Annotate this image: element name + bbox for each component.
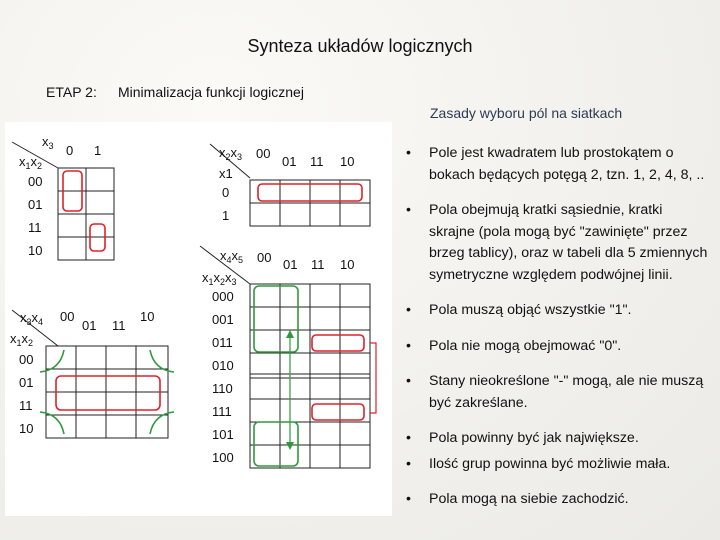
kmap-5-variable <box>200 246 376 468</box>
kmap5-row-label: 011 <box>212 335 233 350</box>
kmap5-arrow-head-down <box>286 442 294 450</box>
kmap2-col-label: 01 <box>282 154 297 169</box>
kmap4-col-label: 10 <box>140 309 155 324</box>
kmap5-symmetry-bracket <box>370 343 376 413</box>
kmap4-col-variable: $x_3x_4$ <box>20 310 44 327</box>
kmap4-row-label: 11 <box>19 398 33 413</box>
kmap2-col-label: 10 <box>340 154 355 169</box>
kmap4-row-variable: $x_1x_2$ <box>10 331 34 348</box>
kmap4-grid <box>46 346 168 438</box>
kmap4-col-label: 11 <box>112 318 126 333</box>
kmap5-group-red-top <box>312 335 364 351</box>
kmap4-col-label: 01 <box>82 318 97 333</box>
rule-item: • Pole jest kwadratem lub prostokątem o bokach będących potęgą 2, tzn. 1, 2, 4, 8, .. <box>404 143 709 186</box>
kmap5-row-variable: $x_1x_2x_3$ <box>202 270 237 287</box>
kmap3-row-label: 01 <box>28 197 43 212</box>
kmap4-row-label: 00 <box>19 352 34 367</box>
kmap2-col-variable: $x_2x_3$ <box>219 145 243 162</box>
kmap3-row-label: 00 <box>28 174 43 189</box>
kmap4-group <box>56 376 160 410</box>
rule-item: • Ilość grup powinna być możliwie mała. <box>404 454 709 476</box>
kmap-3-variable-wide <box>210 144 370 226</box>
kmap5-row-label: 101 <box>212 427 234 442</box>
kmap5-col-label: 10 <box>340 257 355 272</box>
kmap5-row-label: 000 <box>212 289 234 304</box>
kmap2-col-label: 00 <box>256 146 271 161</box>
etap-label: ETAP 2: <box>46 84 97 100</box>
kmap-4-variable <box>10 309 174 438</box>
rule-item: • Stany nieokreślone "-" mogą, ale nie muszą być zakreślane. <box>404 371 709 414</box>
kmap2-row-label: 0 <box>222 185 230 200</box>
rules-list <box>404 143 709 515</box>
kmap5-group-red-bottom <box>312 404 364 420</box>
rule-item: • Pola obejmują kratki sąsiednie, kratki skrajne (pola mogą być "zawinięte" przez brzeg tablicy), oraz w tabeli dla 5 zmiennych symetryczne względem podwójnej linii. <box>404 200 709 286</box>
kmap5-grid <box>250 284 370 468</box>
kmap3-col-variable: $x_3$ <box>42 134 54 151</box>
kmap5-col-label: 01 <box>283 257 298 272</box>
kmap5-arrow-head-up <box>286 330 294 338</box>
kmap2-col-label: 11 <box>310 154 324 169</box>
kmap5-col-variable: $x_4x_5$ <box>220 248 244 265</box>
kmap4-row-label: 01 <box>19 375 34 390</box>
rule-item: • Pola mogą na siebie zachodzić. <box>404 489 709 511</box>
kmap3-row-label: 10 <box>28 243 43 258</box>
kmap3-row-variable: $x_1x_2$ <box>19 154 43 171</box>
slide-title: Synteza układów logicznych <box>247 36 473 56</box>
rule-item: • Pola powinny być jak największe. <box>404 428 709 450</box>
kmap5-row-label: 111 <box>212 404 232 419</box>
kmap5-row-label: 001 <box>212 312 234 327</box>
rules-heading: Zasady wyboru pól na siatkach <box>430 105 623 121</box>
kmap3-col-label: 0 <box>66 143 74 158</box>
kmap2-row-variable: x1 <box>219 166 233 181</box>
kmap5-row-label: 100 <box>212 450 234 465</box>
kmap3-row-label: 11 <box>28 220 42 235</box>
kmap5-col-label: 00 <box>257 250 272 265</box>
kmap5-row-label: 010 <box>212 358 234 373</box>
etap-description: Minimalizacja funkcji logicznej <box>118 84 304 100</box>
kmap2-grid <box>250 180 370 226</box>
kmap5-col-label: 11 <box>311 257 325 272</box>
kmap2-row-label: 1 <box>222 208 230 223</box>
kmap5-group-green-top <box>254 286 298 352</box>
kmap4-row-label: 10 <box>19 421 34 436</box>
rule-item: • Pola nie mogą obejmować "0". <box>404 336 709 358</box>
kmap5-row-label: 110 <box>212 381 233 396</box>
kmap4-col-label: 00 <box>60 309 75 324</box>
kmap3-col-label: 1 <box>94 143 102 158</box>
rule-item: • Pola muszą objąć wszystkie "1". <box>404 300 709 322</box>
kmap-3-variable <box>12 134 114 260</box>
